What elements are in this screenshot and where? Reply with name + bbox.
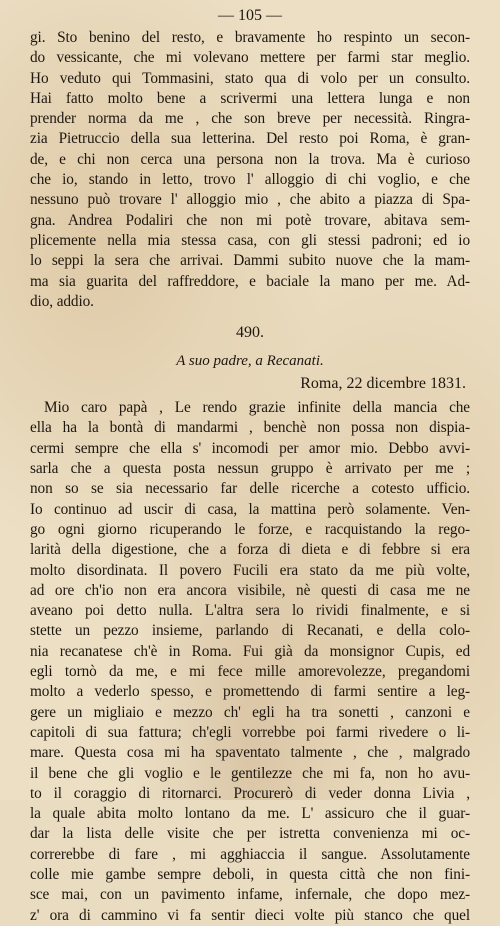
text-line: gna. Andrea Podaliri che non mi potè trovare, abitava sem- (30, 211, 470, 229)
text-line: dar la lista delle visite che per istretta convenienza mi oc- (30, 825, 470, 843)
text-line: la quale abita molto lontano da me. L' assicuro che il guar- (30, 805, 470, 823)
text-line: Mio caro papà , Le rendo grazie infinite della mancia che (44, 399, 470, 417)
text-line: il bene che gli voglio e le gentilezze che mi fa, non ho avu- (30, 764, 470, 782)
text-line: to il coraggio di ritornarci. Procurerò di veder donna Livia , (30, 784, 470, 802)
text-line: ella ha la bontà di mandarmi , benchè non possa non dispia- (30, 419, 470, 437)
text-line: sarla che a questa posta nessun gruppo è arrivato per me ; (30, 460, 470, 478)
page-number: — 105 — (218, 7, 282, 24)
text-line: dio, addio. (30, 292, 94, 310)
text-line: ad ore ch'io non era ancora visibile, nè questi di casa me ne (30, 581, 470, 599)
letter-number: 490. (236, 324, 264, 342)
text-line: aveano poi detto nulla. L'altra sera lo rividi finalmente, e si (30, 602, 470, 620)
text-line: capitoli di sua fattura; ch'egli vorrebbe poi farmi rivedere o li- (30, 723, 470, 741)
text-line: colle mie gambe sempre deboli, in questa città che non fini- (30, 865, 470, 883)
letter-place-date: Roma, 22 dicembre 1831. (300, 375, 466, 393)
text-line: go ogni giorno ricuperando le forze, e racquistando la rego- (30, 520, 470, 538)
text-line: prender norma da me , che son breve per necessità. Ringra- (30, 110, 470, 128)
text-line: do vessicante, che mi volevano mettere per farmi star meglio. (30, 49, 470, 67)
text-line: gi. Sto benino del resto, e bravamente ho respinto un secon- (30, 29, 470, 46)
text-line: sce mai, con un pavimento infame, infernale, che dopo mez- (30, 886, 470, 904)
text-line: z' ora di cammino vi fa sentir dieci volte più stanco che quel (30, 906, 470, 924)
letter-recipient: A suo padre, a Recanati. (176, 353, 324, 370)
text-line: correrebbe di fare , mi agghiaccia il sangue. Assolutamente (30, 845, 470, 863)
text-line: lo seppi la sera che arrivai. Dammi subito nuove che la mam- (30, 252, 470, 270)
text-line: molto a vederlo spesso, e promettendo di farmi sentire a leg- (30, 683, 470, 701)
text-line: nia recanatese ch'è in Roma. Fui già da monsignor Cupis, ed (30, 642, 470, 660)
text-line: zia Pietruccio della sua letterina. Del resto poi Roma, è gran- (30, 130, 470, 148)
text-line: egli tornò da me, e mi fece mille amorevolezze, pregandomi (30, 663, 470, 681)
text-line: gere un migliaio e mezzo ch' egli ha tra sonetti , canzoni e (30, 703, 470, 721)
text-line: molto disordinata. Il povero Fucili era stato da me più volte, (30, 561, 470, 579)
text-line: de, e chi non cerca una persona non la trova. Ma è curioso (30, 150, 470, 168)
text-line: stette un pezzo insieme, parlando di Recanati, e della colo- (30, 622, 470, 640)
text-line: Io continuo ad uscir di casa, la mattina però solamente. Ven- (30, 500, 470, 518)
text-line: ma sia guarita del raffreddore, e baciale la mano per me. Ad- (30, 272, 470, 290)
text-line: larità della digestione, che a forza di dieta e di febbre si era (30, 541, 470, 559)
letter-body (30, 398, 470, 926)
text-line: Ho veduto qui Tommasini, stato qua di volo per un consulto. (30, 69, 470, 87)
text-line: Hai fatto molto bene a scrivermi una lettera lunga e non (30, 89, 470, 107)
text-line: nessuno può trovare l' alloggio mio , che abito a piazza di Spa- (30, 191, 470, 209)
text-line: cermi sempre che ella s' incomodi per amor mio. Debbo avvi- (30, 439, 470, 457)
text-line: mare. Questa cosa mi ha spaventato talmente , che , malgrado (30, 744, 470, 762)
text-line: che io, stando in letto, trovo l' alloggio di chi voglio, e che (30, 171, 470, 189)
text-line: non so se sia necessario far delle ricerche a cotesto ufficio. (30, 480, 470, 498)
continuation-text (30, 28, 470, 312)
text-line: plicemente nella mia stessa casa, con gli stessi padroni; ed io (30, 231, 470, 249)
